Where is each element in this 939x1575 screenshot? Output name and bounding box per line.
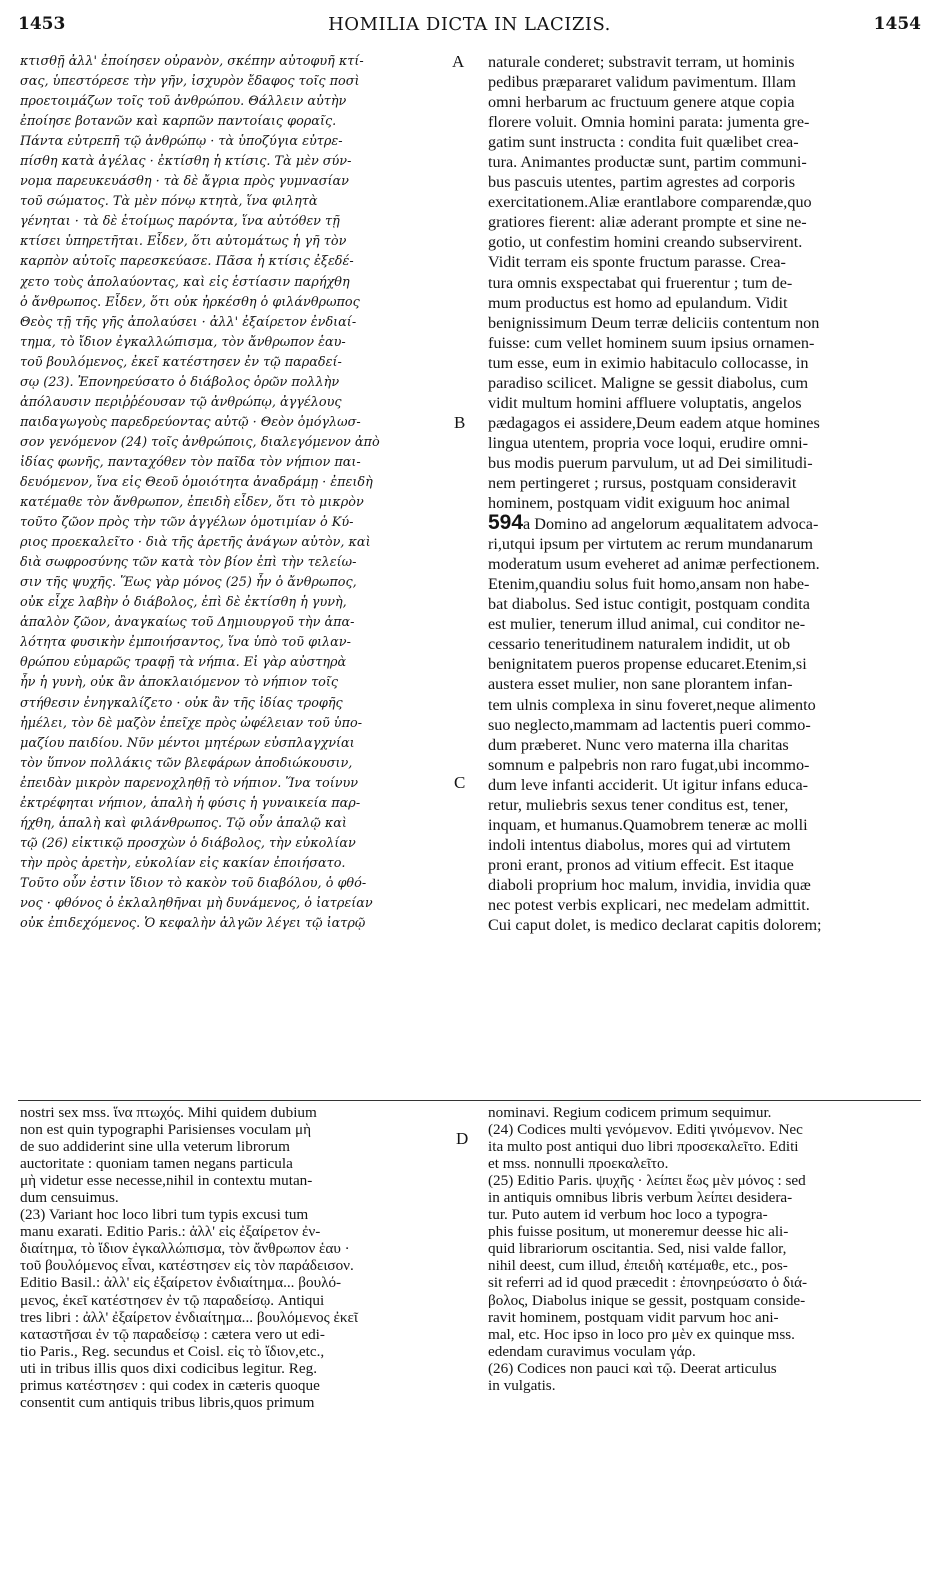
greek-text-line: κτισθῇ ἀλλ' ἐποίησεν οὐρανὸν, σκέπην αὐτοφυῆ κτί- — [20, 54, 364, 69]
footnote-line: consentit cum antiquis tribus libris,quos primum — [20, 1393, 315, 1411]
greek-text-line: Πάντα εὐτρεπῆ τῷ ἀνθρώπῳ · τὰ ὑποζύγια εὐτρε- — [20, 134, 343, 150]
footnote-line: tur. Puto autem id verbum hoc loco a typogra- — [488, 1206, 768, 1224]
latin-text-line: exercitationem.Aliæ erantlabore comparendæ,quo — [488, 193, 812, 212]
latin-text-line: bus pascuis utentes, partim agrestes ad corporis — [488, 173, 796, 192]
footnote-line: καταστῆσαι ἐν τῷ παραδείσῳ : cætera vero ut edi- — [20, 1325, 325, 1343]
latin-text-line: tura omnis exspectabat qui fruerentur ; tum de- — [488, 273, 793, 292]
greek-text-line: ριος προεκαλεῖτο · διὰ τῆς ἀρετῆς ἀνάγων αὐτὸν, καὶ — [20, 535, 371, 551]
greek-text-line: στήθεσιν ἐνηγκαλίζετο · οὐκ ἂν τῆς ἰδίας τροφῆς — [20, 695, 343, 711]
latin-text-line: somnum e palpebris non raro fugat,ubi incommo- — [488, 755, 810, 774]
margin-marker-a: A — [452, 52, 465, 71]
latin-text-line: retur, muliebris sexus tener conditus est, tener, — [488, 795, 789, 814]
footnote-line: dum censuimus. — [20, 1189, 119, 1207]
footnote-line: (25) Editio Paris. ψυχῆς · λείπει ἕως μὲν μόνος : sed — [488, 1172, 806, 1190]
greek-text-line: σας, ὑπεστόρεσε τὴν γῆν, ἰσχυρὸν ἔδαφος τοῖς ποσὶ — [20, 74, 360, 90]
footnote-line: τοῦ βουλόμενος εἶναι, κατέστησεν εἰς τὸν παράδεισον. — [20, 1257, 354, 1275]
footnote-line: in vulgatis. — [488, 1376, 556, 1394]
latin-text-line: gatim sunt instructa : condita fuit quælibet crea- — [488, 133, 799, 152]
margin-marker-b: B — [454, 413, 466, 432]
greek-text-line: λότητα φυσικὴν ἐμποιήσαντος, ἵνα ὑπὸ τοῦ φιλαν- — [20, 635, 351, 651]
latin-text-line: austera esset mulier, non sane plorantem infan- — [488, 675, 793, 694]
footnote-line: de suo addiderint sine ulla veterum librorum — [20, 1138, 290, 1156]
greek-text-line: ἐκτρέφηται νήπιον, ἁπαλὴ ἡ φύσις ἡ γυναικεία παρ- — [20, 795, 361, 811]
greek-text-line: σον γενόμενον (24) τοῖς ἀνθρώποις, διαλεγόμενον ἀπὸ — [20, 434, 380, 450]
footnote-line: μενος, ἐκεῖ κατέστησεν ἐν τῷ παραδείσῳ. Antiqui — [20, 1291, 325, 1309]
greek-text-line: σῳ (23). Ἐπονηρεύσατο ὁ διάβολος ὁρῶν πολλὴν — [20, 374, 340, 390]
latin-text-line: diaboli proprium hoc malum, invidia, invidia quæ — [488, 875, 811, 894]
footnote-line: phis fuisse positum, ut moneremur deesse hic ali- — [488, 1223, 789, 1241]
greek-text-line: ἠμέλει, τὸν δὲ μαζὸν ἐπεῖχε πρὸς ὠφέλειαν τοῦ ὑπο- — [20, 715, 363, 731]
latin-text-line: bus modis puerum parvulum, ut ad Dei similitudi- — [488, 453, 813, 472]
footnote-line: sit referri ad id quod præcedit : ἐπονηρεύσατο ὁ διά- — [488, 1274, 808, 1292]
latin-text-line: dum præberet. Nunc vero materna illa charitas — [488, 735, 789, 754]
latin-text-line: est mulier, tenerum illud animal, cui conditor ne- — [488, 615, 806, 634]
latin-text-line: dum leve infanti acciderit. Ut igitur infans educa- — [488, 775, 809, 794]
greek-text-line: τὴν πρὸς ἀρετὴν, εὐκολίαν εἰς κακίαν ἐποιήσατο. — [20, 855, 346, 871]
footnote-line: (23) Variant hoc loco libri tum typis excusi tum — [20, 1206, 309, 1224]
latin-text-line: indoli intentus diabolus, mores qui ad virtutem — [488, 835, 791, 854]
greek-text-column — [20, 52, 452, 934]
greek-text-line: μαζίου παιδίου. Νῦν μέντοι μητέρων εὐσπλαγχνίαι — [20, 735, 355, 751]
greek-text-line: τὸν ὕπνον πολλάκις τῶν βλεφάρων ἀποδιώκουσιν, — [20, 755, 353, 771]
footnote-line: βολος, Diabolus inique se gessit, postquam conside- — [488, 1291, 806, 1309]
latin-text-line: benignitatem pueros propense educaret.Etenim,si — [488, 655, 807, 674]
margin-marker-d: D — [456, 1129, 469, 1148]
latin-text-line: gratiores fierent: aliæ aderant prompte et sine ne- — [488, 213, 807, 232]
latin-text-line: paradiso scilicet. Maligne se gessit diabolus, cum — [488, 373, 809, 392]
greek-text-line: δευόμενον, ἵνα εἰς Θεοῦ ὁμοιότητα ἀναδράμῃ · ἐπειδὴ — [20, 474, 373, 490]
greek-text-line: ὁ ἄνθρωπος. Εἶδεν, ὅτι οὐκ ἠρκέσθη ὁ φιλάνθρωπος — [20, 294, 360, 310]
footnotes-left-column — [20, 1104, 450, 1411]
latin-text-line: bat diabolus. Sed istuc contigit, postquam condita — [488, 595, 810, 614]
footnote-line: edendam curavimus voculam γάρ. — [488, 1342, 696, 1360]
latin-text-line: lingua utentem, propria voce loqui, erudire omni- — [488, 433, 809, 452]
latin-text-line: hominem, postquam vidit exiguum hoc animal — [488, 494, 791, 513]
footnote-line: (26) Codices non pauci καὶ τῷ. Deerat articulus — [488, 1359, 777, 1377]
greek-text-line: σιν τῆς ψυχῆς. Ἕως γὰρ μόνος (25) ἦν ὁ ἄνθρωπος, — [20, 575, 357, 591]
greek-text-line: ἰδίας φωνῆς, πανταχόθεν τὸν παῖδα τὸν νήπιον παι- — [20, 454, 361, 470]
greek-text-line: κτίσει ὑπηρετῆται. Εἶδεν, ὅτι αὐτομάτως ἡ γῆ τὸν — [20, 234, 347, 250]
greek-text-line: τῷ (26) εἰκτικῷ προσχὼν ὁ διάβολος, τὴν εὐκολίαν — [20, 835, 356, 851]
latin-text-line: florere voluit. Omnia homini parata: jumenta gre- — [488, 113, 810, 132]
greek-text-line: ἦν ἡ γυνὴ, οὐκ ἂν ἀποκλαιόμενον τὸ νήπιον τοῖς — [20, 675, 339, 691]
footnote-line: non est quin typographi Parisienses voculam μὴ — [20, 1121, 312, 1139]
latin-text-line: Cui caput dolet, is medico declarat capitis dolorem; — [488, 916, 822, 935]
page-number-right: 1454 — [873, 14, 921, 34]
greek-text-line: ἐποίησε βοτανῶν καὶ καρπῶν παντοίαις φοραῖς. — [20, 114, 337, 130]
footnote-line: tres libri : ἀλλ' ἐξαίρετον ἐνδιαίτημα... βουλόμενος ἐκεῖ — [20, 1308, 358, 1326]
greek-text-line: ἐπειδὰν μικρὸν παρενοχληθῇ τὸ νήπιον. Ἵνα τοίνυν — [20, 775, 359, 791]
running-header — [18, 14, 921, 42]
greek-text-line: τοῦτο ζῶον πρὸς τὴν τῶν ἀγγέλων ὁμοτιμίαν ὁ Κύ- — [20, 515, 354, 531]
latin-text-line: omni herbarum ac fructuum genere atque copia — [488, 93, 795, 112]
latin-text-line: Etenim,quandiu solus fuit homo,ansam non habe- — [488, 575, 810, 594]
footnote-line: nostri sex mss. ἵνα πτωχός. Mihi quidem dubium — [20, 1104, 317, 1121]
latin-text-line: tum esse, eum in eximio habitaculo collocasse, in — [488, 353, 809, 372]
greek-text-line: κατέμαθε τὸν ἄνθρωπον, ἐπειδὴ εἶδεν, ὅτι τὸ μικρὸν — [20, 495, 364, 511]
column-number: 594 — [488, 513, 524, 535]
text-line-content: a Domino ad angelorum æqualitatem advoca- — [523, 515, 819, 534]
greek-text-line: πίσθη κατὰ ἀγέλας · ἐκτίσθη ἡ κτίσις. Τὰ μὲν σύν- — [20, 154, 352, 170]
latin-text-line: fuisse: cum vellet hominem suum ipsius ornamen- — [488, 333, 815, 352]
footnote-line: nominavi. Regium codicem primum sequimur. — [488, 1104, 772, 1121]
latin-text-line: vidit multum homini affluere voluptatis, angelos — [488, 393, 802, 412]
latin-text-line: proni erant, pronos ad vitium effecit. Est itaque — [488, 855, 794, 874]
greek-text-line: οὐκ εἶχε λαβὴν ὁ διάβολος, ἐπὶ δὲ ἐκτίσθη ἡ γυνὴ, — [20, 595, 347, 611]
footnotes-right-column — [488, 1104, 922, 1394]
latin-text-line: pædagagos ei assidere,Deum eadem atque homines — [488, 413, 820, 432]
footnote-line: ita multo post antiqui duo libri προσεκαλεῖτο. Editi — [488, 1138, 799, 1156]
footnote-line: διαίτημα, τὸ ἴδιον ἐγκαλλώπισμα, τὸν ἄνθρωπον ἑαυ · — [20, 1240, 350, 1258]
latin-text-line — [488, 513, 922, 534]
latin-text-column — [488, 52, 922, 935]
latin-text-line: benignissimum Deum terræ deliciis contentum non — [488, 313, 820, 332]
footnote-rule — [18, 1100, 921, 1101]
latin-text-line: ri,utqui ipsum per virtutem ac rerum mundanarum — [488, 535, 814, 554]
footnote-line: auctoritate : quoniam tamen negans particula — [20, 1155, 293, 1173]
greek-text-line: Θεὸς τῇ τῆς γῆς ἀπολαύσει · ἀλλ' ἐξαίρετον ἐνδιαί- — [20, 314, 357, 330]
footnote-line: primus κατέστησεν : qui codex in cæteris quoque — [20, 1376, 320, 1394]
latin-text-line: moderatum usum eveheret ad animæ perfectionem. — [488, 555, 820, 574]
greek-text-line: τοῦ βουλόμενος, ἐκεῖ κατέστησεν ἐν τῷ παραδεί- — [20, 354, 342, 370]
latin-text-line: gotio, ut confestim homini creando subservirent. — [488, 233, 803, 252]
footnote-line: manu exarati. Editio Paris.: ἀλλ' εἰς ἐξαίρετον ἐν- — [20, 1223, 321, 1241]
greek-text-line: νομα παρευκευάσθη · τὰ δὲ ἄγρια πρὸς γυμνασίαν — [20, 174, 349, 190]
footnote-line: μὴ videtur esse necesse,nihil in contextu mutan- — [20, 1172, 313, 1190]
greek-text-line: Τοῦτο οὖν ἐστιν ἴδιον τὸ κακὸν τοῦ διαβόλου, ὁ φθό- — [20, 875, 367, 891]
latin-text-line: naturale conderet; substravit terram, ut hominis — [488, 53, 795, 71]
greek-text-line: χετο τοὺς ἀπολαύοντας, καὶ εἰς ἑστίασιν παρήχθη — [20, 274, 350, 290]
greek-text-line: ἁπαλὸν ζῶον, ἀναγκαίως τοῦ Δημιουργοῦ τὴν ἁπα- — [20, 615, 355, 631]
footnote-line: quid librariorum oscitantia. Sed, nisi valde fallor, — [488, 1240, 787, 1258]
greek-text-line: ἀπόλαυσιν περιῤῥέουσαν τῷ ἀνθρώπῳ, ἀγγέλους — [20, 394, 342, 410]
footnote-line: (24) Codices multi γενόμενον. Editi γινόμενον. Nec — [488, 1121, 803, 1139]
footnote-line: in antiquis omnibus libris verbum λείπει desidera- — [488, 1189, 793, 1207]
latin-text-line: pedibus præpararet validum pavimentum. Illam — [488, 73, 796, 92]
footnote-line: mal, etc. Hoc ipso in loco pro μὲν ex quinque mss. — [488, 1325, 795, 1343]
greek-text-line: προετοιμάζων τοῖς τοῦ ἀνθρώπου. Θάλλειν αὐτὴν — [20, 94, 347, 110]
footnote-line: Editio Basil.: ἀλλ' εἰς ἐξαίρετον ἐνδιαίτημα... βουλό- — [20, 1274, 342, 1292]
greek-text-line: οὐκ ἐπιδεχόμενος. Ὁ κεφαλὴν ἀλγῶν λέγει τῷ ἰατρῷ — [20, 916, 366, 932]
greek-text-line: τημα, τὸ ἴδιον ἐγκαλλώπισμα, τὸν ἄνθρωπον ἑαυ- — [20, 334, 346, 350]
running-title: HOMILIA DICTA IN LACIZIS. — [328, 14, 611, 35]
latin-text-line: inquam, et humanus.Quamobrem teneræ ac molli — [488, 815, 808, 834]
greek-text-line: παιδαγωγοὺς παρεδρεύοντας αὐτῷ · Θεὸν ὁμόγλωσ- — [20, 414, 361, 430]
footnote-line: uti in tribus illis quos dixi codicibus legitur. Reg. — [20, 1359, 317, 1377]
greek-text-line: ήχθη, ἁπαλὴ καὶ φιλάνθρωπος. Τῷ οὖν ἁπαλῷ καὶ — [20, 815, 347, 831]
footnote-line: tio Paris., Reg. secundus et Coisl. εἰς τὸ ἴδιον,etc., — [20, 1342, 325, 1360]
latin-text-line: nec potest verbis explicari, nec medelam admittit. — [488, 895, 810, 914]
latin-text-line: tem ulnis complexa in sinu foveret,neque alimento — [488, 695, 816, 714]
footnote-line: et mss. nonnulli προεκαλεῖτο. — [488, 1155, 669, 1173]
latin-text-line: cessario teneritudinem naturalem indidit, ut ob — [488, 635, 791, 654]
greek-text-line: διὰ σωφροσύνης τῶν κατὰ τὸν βίον ἐπὶ τὴν τελείω- — [20, 555, 357, 571]
footnote-line: ravit hominem, postquam vidit parvum hoc ani- — [488, 1308, 779, 1326]
latin-text-line: nem pertingeret ; rursus, postquam consideravit — [488, 473, 797, 492]
latin-text-line: tura. Animantes productæ sunt, partim communi- — [488, 153, 807, 172]
footnote-line: nihil deest, cum illud, ἐπειδὴ κατέμαθε, etc., pos- — [488, 1257, 788, 1275]
latin-text-line: mum productus est homo ad epulandum. Vidit — [488, 293, 788, 312]
margin-marker-c: C — [454, 773, 466, 792]
page-number-left: 1453 — [18, 14, 66, 34]
greek-text-line: γένηται · τὰ δὲ ἑτοίμως παρόντα, ἵνα αὐτόθεν τῇ — [20, 214, 340, 230]
latin-text-line: Vidit terram eis sponte fructum parasse. Crea- — [488, 253, 786, 272]
greek-text-line: νος · φθόνος ὁ ἐκλαληθῆναι μὴ δυνάμενος, ὁ ἰατρείαν — [20, 895, 373, 911]
latin-text-line: suo neglecto,mammam ad lactentis pueri commo- — [488, 715, 811, 734]
greek-text-line: θρώπου εὐμαρῶς τραφῇ τὰ νήπια. Εἰ γὰρ αὐστηρὰ — [20, 655, 347, 671]
greek-text-line: τοῦ σώματος. Τὰ μὲν πόνῳ κτητὰ, ἵνα φιλητὰ — [20, 194, 318, 210]
greek-text-line: καρπὸν αὐτοῖς παρεσκεύασε. Πᾶσα ἡ κτίσις ἐξεδέ- — [20, 254, 354, 270]
